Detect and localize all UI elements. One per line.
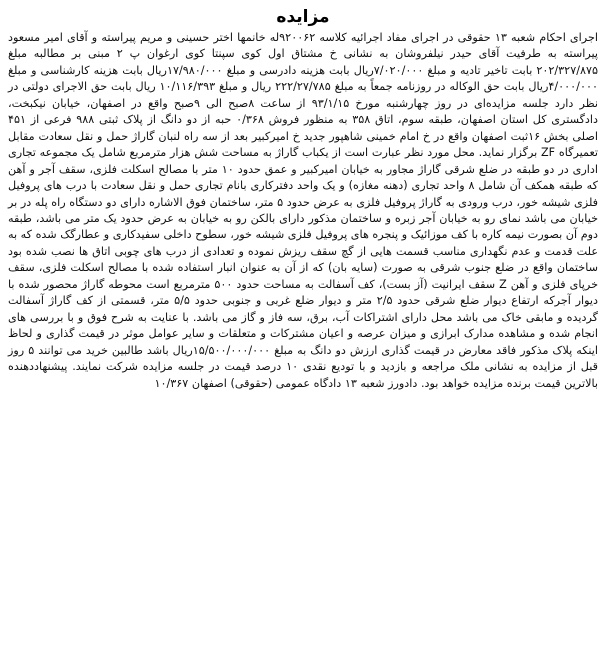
notice-signature: دادورز شعبه ۱۳ دادگاه عمومی (حقوقی) اصفهان ۱۰/۳۶۷ bbox=[154, 376, 418, 390]
notice-title: مزایده bbox=[276, 7, 330, 27]
auction-notice bbox=[8, 6, 598, 666]
notice-body bbox=[8, 30, 598, 392]
notice-body-text: اجرای احکام شعبه ۱۳ حقوقی در اجرای مفاد اجرائیه کلاسه ۹۲۰۰۶۲له خانمها اختر حسینی و مریم پیراسته و آقای امیر مسعود پیراسته به طرفیت آقای حیدر نیلفروشان به نشانی خ مشتاق اول کوی سپنتا کوی ارغوان پ ۲ مبنی بر مطالبه مبلغ ۲۰۲/۳۲۷/۸۷۵ بابت تاخیر تادیه و مبلغ ۷/۰۲۰/۰۰۰ریال بابت هزینه دادرسی و مبلغ ۱۷/۹۸۰/۰۰۰ریال بابت هزینه کارشناسی و مبلغ ۴/۰۰۰/۰۰۰ریال بابت حق الوکاله در روزنامه جمعاً به مبلغ ۲۲۲/۲۷/۷۸۵ ریال و مبلغ ۱۰/۱۱۶/۳۹۳ ریال بابت حق الاجرای دولتی در نظر دارد جلسه مزایده‌ای در روز چهارشنبه مورخ ۹۳/۱/۱۵ از ساعت ۸صبح الی ۹صبح واقع در اصفهان، خیابان نیکبخت، دادگستری کل استان اصفهان، طبقه سوم، اتاق ۳۵۸ به منظور فروش ۰/۳۶۸ حبه از دو دانگ از پلاک ثبتی ۹۸۸ فرعی از ۴۵۱ اصلی بخش ۱۶ثبت اصفهان واقع در خ امام خمینی شاهپور جدید خ امیرکبیر بعد از سه راه لنبان گاراژ حمل و نقل سعادت مقابل تعمیرگاه ZF برگزار نماید. محل مورد نظر عبارت است از یکباب گاراژ به مساحت شش هزار مترمربع شامل یک مجموعه تجاری اداری در دو طبقه در ضلع شرقی گاراژ مجاور به خیابان امیرکبیر و عمق حدود ۱۰ متر با مصالح اسکلت فلزی، سقف آجر و آهن که طبقه همکف آن شامل ۸ واحد تجاری (دهنه مغازه) و یک واحد دفترکاری بانام تجاری حمل و نقل سعادت با درب های پروفیل فلزی شیشه خور، درب ورودی به گاراژ پروفیل فلزی به عرض حدود ۵ متر، ساختمان فوق الاشاره دارای دو دستگاه راه پله در بر خیابان می باشد نمای رو به خیابان آجر زبره و ساختمان مذکور دارای بالکن رو به خیابان به عرض حدود یک متر می باشد، طبقه دوم آن بصورت نیمه کاره با کف موزائیک و پنجره های پروفیل فلزی شیشه خور، سطوح داخلی سفیدکاری و عطارگک شده که به علت قدمت و عدم نگهداری مناسب قسمت هایی از گچ سقف ریزش نموده و تعدادی از درب های چوبی اتاق ها نصب شده بود ساختمان واقع در ضلع جنوب شرقی به صورت (سایه بان) که از آن به عنوان انبار استفاده شده با مصالح اسکلت فلزی، سقف خرپای فلزی و آهن Z سقف ایرانیت (آز بست)، کف آسفالت به مساحت حدود ۵۰۰ مترمربع است محوطه گاراژ محصور شده با دیوار آجرکه ارتفاع دیوار ضلع شرقی حدود ۲/۵ متر و دیوار ضلع غربی و جنوبی حدود ۵/۵ متر، قسمتی از کف گاراژ آسفالت گردیده و مابقی خاک می باشد محل دارای اشتراکات آب، برق، سه فاز و گاز می باشد. با عنایت به شرح فوق و با بررسی های انجام شده و مشاهده مدارک ابرازی و میزان عرصه و اعیان مشترکات و متعلقات و سایر عوامل موثر در قیمت گذاری و لحاظ اینکه پلاک مذکور فاقد معارض در قیمت گذاری ارزش دو دانگ به مبلغ ۱۵/۵۰۰/۰۰۰/۰۰۰ریال باشد طالبین خرید می توانند ۵ روز قبل از مزایده به نشانی ملک مراجعه و بازدید و با تودیع نقدی ۱۰ درصد قیمت در جلسه مزایده شرکت نمایند. پیشنهاددهنده بالاترین قیمت برنده مزایده خواهد بود. bbox=[8, 31, 598, 390]
